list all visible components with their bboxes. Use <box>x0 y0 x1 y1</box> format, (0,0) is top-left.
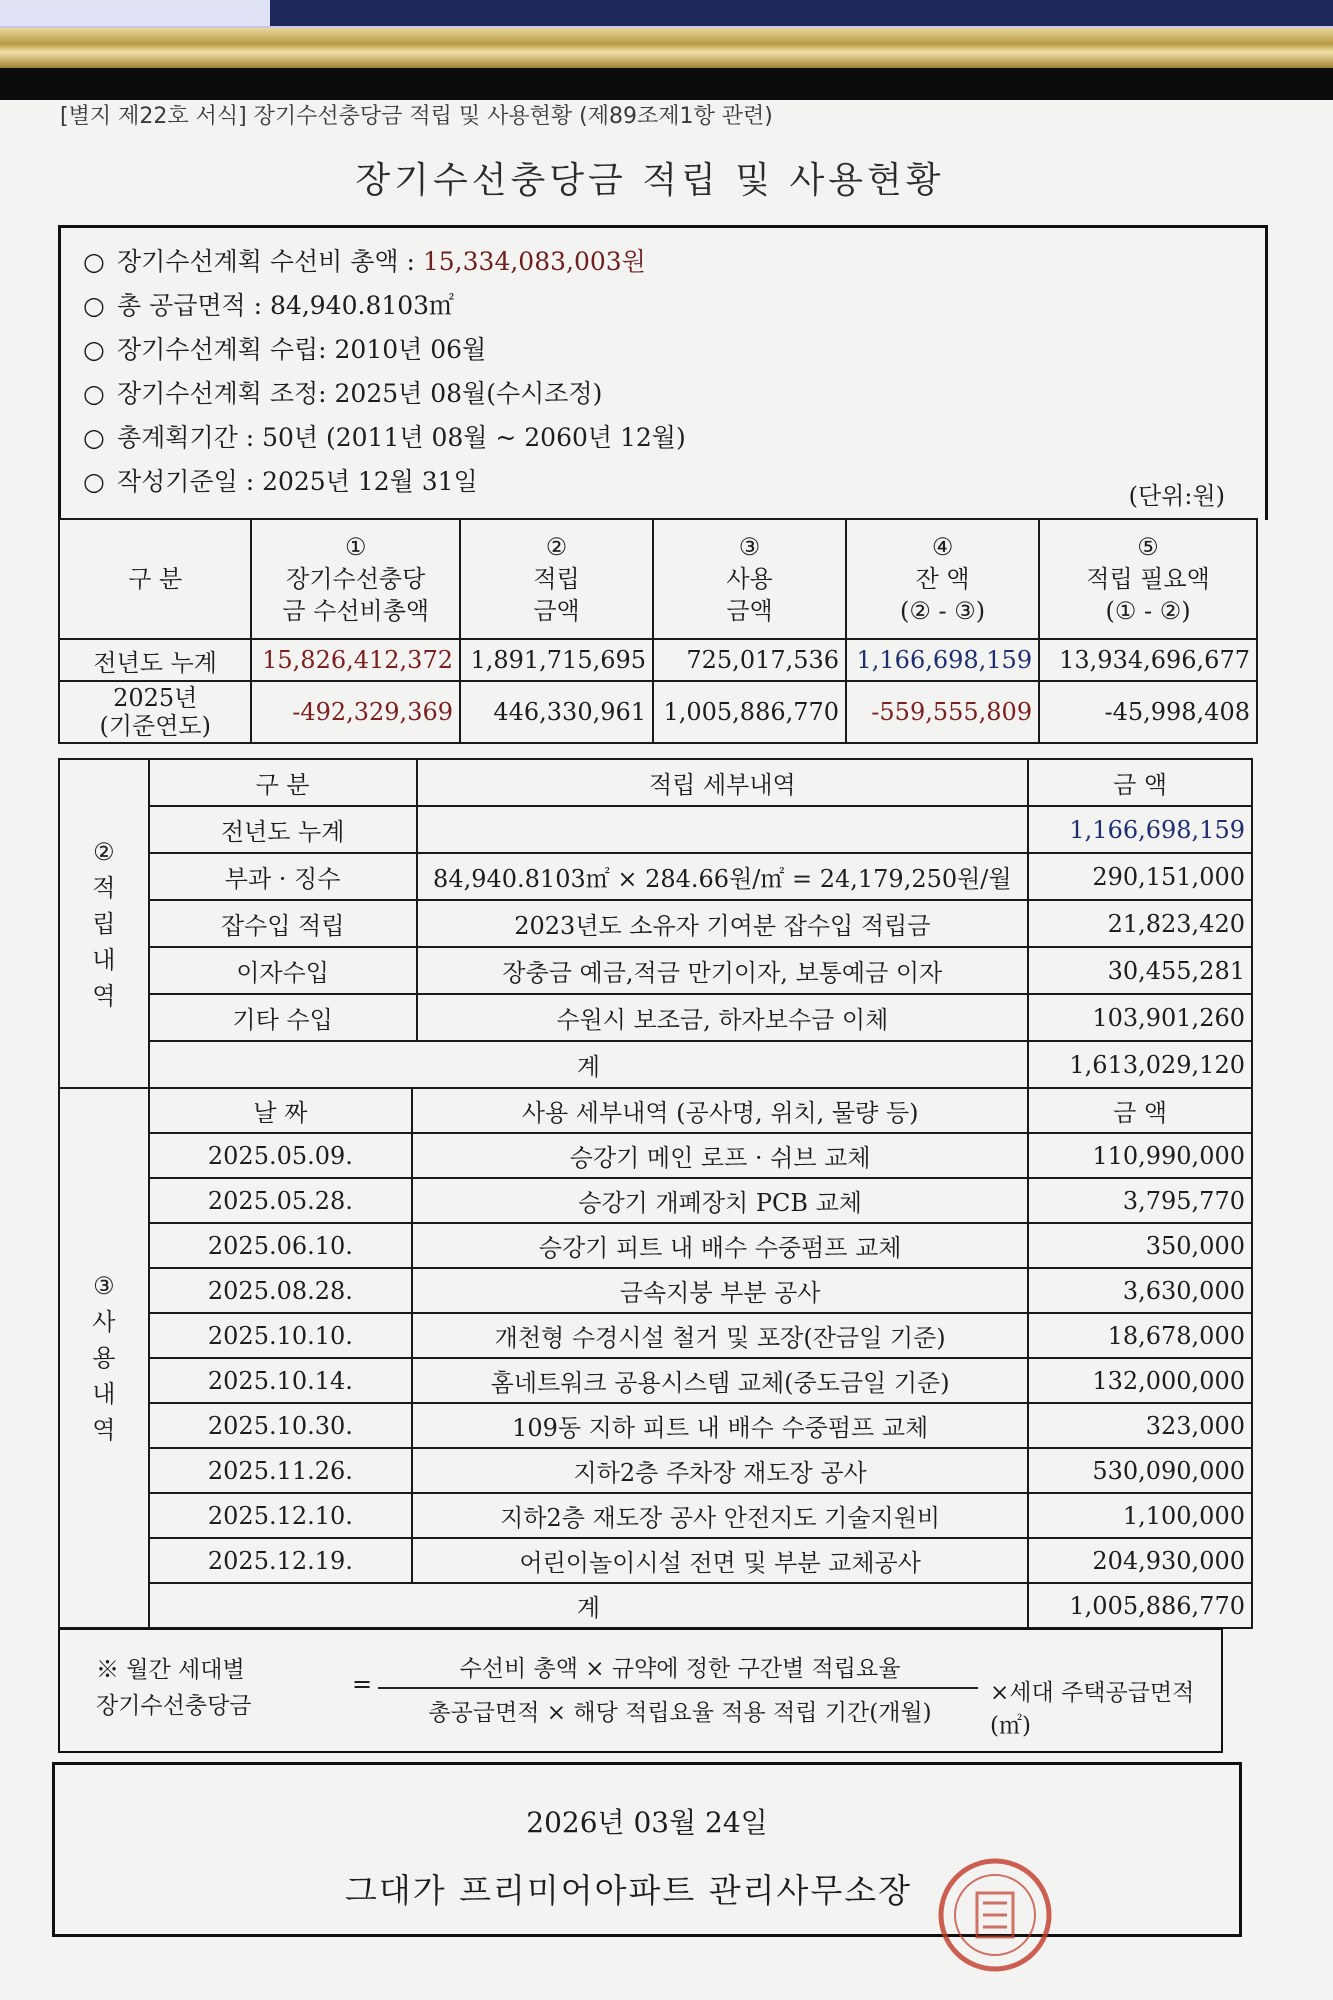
document-title: 장기수선충당금 적립 및 사용현황 <box>355 160 945 201</box>
formula-multiplier: ×세대 주택공급면적(㎡) <box>990 1680 1195 1739</box>
formula-denominator: 총공급면적 × 해당 적립요율 적용 적립 기간(개월) <box>428 1700 932 1726</box>
table-row: 2025.10.14. 홈네트워크 공용시스템 교체(중도금일 기준) 132,000,000 <box>59 1358 1252 1403</box>
signature-date: 2026년 03월 24일 <box>526 1806 768 1839</box>
summary-row-2025 <box>59 681 1257 743</box>
info-plan-period: ○ 총계획기간 : 50년 (2011년 08월 ~ 2060년 12월) <box>83 423 686 452</box>
usage-table <box>58 1087 1253 1629</box>
summary-cell: 725,017,536 <box>653 639 846 681</box>
signature-box <box>52 1762 1242 1937</box>
accumulation-total-label: 계 <box>149 1041 1028 1088</box>
summary-cell: 1,166,698,159 <box>846 639 1039 681</box>
usage-header-detail: 사용 세부내역 (공사명, 위치, 물량 등) <box>412 1088 1028 1133</box>
accumulation-table <box>58 758 1253 1089</box>
table-row: 2025.05.28. 승강기 개폐장치 PCB 교체 3,795,770 <box>59 1178 1252 1223</box>
summary-row-label: 2025년 (기준연도) <box>59 681 251 743</box>
table-row: 2025.12.19. 어린이놀이시설 전면 및 부분 교체공사 204,930,000 <box>59 1538 1252 1583</box>
summary-col-1: ① 장기수선충당 금 수선비총액 <box>251 519 460 639</box>
usage-header-row <box>59 1088 1252 1133</box>
background-top-strip <box>0 0 1333 28</box>
summary-cell: -492,329,369 <box>251 681 460 743</box>
formula-equals: = <box>352 1670 373 1698</box>
table-row: 기타 수입 수원시 보조금, 하자보수금 이체 103,901,260 <box>59 994 1252 1041</box>
summary-cell: 1,891,715,695 <box>460 639 653 681</box>
accumulation-header-type: 구 분 <box>149 759 417 806</box>
summary-header-row <box>59 519 1257 639</box>
table-row: 2025.10.30. 109동 지하 피트 내 배수 수중펌프 교체 323,000 <box>59 1403 1252 1448</box>
usage-total-row <box>59 1583 1252 1628</box>
table-row: 전년도 누계 1,166,698,159 <box>59 806 1252 853</box>
table-row: 잡수입 적립 2023년도 소유자 기여분 잡수입 적립금 21,823,420 <box>59 900 1252 947</box>
accumulation-header-amount: 금 액 <box>1028 759 1252 806</box>
summary-cell: 1,005,886,770 <box>653 681 846 743</box>
summary-cell: -559,555,809 <box>846 681 1039 743</box>
summary-cell: 15,826,412,372 <box>251 639 460 681</box>
usage-total: 1,005,886,770 <box>1028 1583 1252 1628</box>
form-reference-line: [별지 제22호 서식] 장기수선충당금 적립 및 사용현황 (제89조제1항 관련) <box>60 104 773 129</box>
accumulation-side-label: ② 적 립 내 역 <box>59 759 149 1088</box>
table-row: 2025.12.10. 지하2층 재도장 공사 안전지도 기술지원비 1,100,000 <box>59 1493 1252 1538</box>
formula-numerator: 수선비 총액 × 규약에 정한 구간별 적립요율 <box>459 1656 901 1682</box>
accumulation-total: 1,613,029,120 <box>1028 1041 1252 1088</box>
accumulation-total-row <box>59 1041 1252 1088</box>
table-row: 2025.06.10. 승강기 피트 내 배수 수중펌프 교체 350,000 <box>59 1223 1252 1268</box>
table-row: 2025.05.09. 승강기 메인 로프 · 쉬브 교체 110,990,000 <box>59 1133 1252 1178</box>
info-supply-area: ○ 총 공급면적 : 84,940.8103㎡ <box>83 291 455 320</box>
summary-cell: -45,998,408 <box>1039 681 1257 743</box>
table-row: 2025.10.10. 개천형 수경시설 철거 및 포장(잔금일 기준) 18,678,000 <box>59 1313 1252 1358</box>
summary-table <box>58 518 1258 744</box>
usage-side-label: ③ 사 용 내 역 <box>59 1088 149 1628</box>
table-row: 이자수입 장충금 예금,적금 만기이자, 보통예금 이자 30,455,281 <box>59 947 1252 994</box>
accumulation-header-row <box>59 759 1252 806</box>
info-plan-established: ○ 장기수선계획 수립: 2010년 06월 <box>83 335 487 364</box>
unit-label: (단위:원) <box>1128 482 1225 510</box>
info-reference-date: ○ 작성기준일 : 2025년 12월 31일 <box>83 467 478 496</box>
usage-header-amount: 금 액 <box>1028 1088 1252 1133</box>
summary-cell: 446,330,961 <box>460 681 653 743</box>
summary-corner: 구 분 <box>59 519 251 639</box>
info-plan-adjusted: ○ 장기수선계획 조정: 2025년 08월(수시조정) <box>83 379 603 408</box>
summary-col-4: ④ 잔 액 (② - ③) <box>846 519 1039 639</box>
summary-col-5: ⑤ 적립 필요액 (① - ②) <box>1039 519 1257 639</box>
formula-box <box>58 1628 1223 1753</box>
background-light-patch <box>0 0 270 26</box>
summary-col-2: ② 적립 금액 <box>460 519 653 639</box>
usage-header-date: 날 짜 <box>149 1088 412 1133</box>
table-row: 부과 · 징수 84,940.8103㎡ × 284.66원/㎡ = 24,179,250원/월 290,151,000 <box>59 853 1252 900</box>
info-repair-total: ○ 장기수선계획 수선비 총액 : 15,334,083,003원 <box>83 247 646 276</box>
summary-row-prev-year <box>59 639 1257 681</box>
accumulation-header-detail: 적립 세부내역 <box>417 759 1029 806</box>
table-row: 2025.11.26. 지하2층 주차장 재도장 공사 530,090,000 <box>59 1448 1252 1493</box>
official-seal-icon <box>935 1855 1055 1975</box>
background-dark-patch <box>270 0 1333 26</box>
picture-frame-edge <box>0 28 1333 68</box>
table-row: 2025.08.28. 금속지붕 부분 공사 3,630,000 <box>59 1268 1252 1313</box>
summary-cell: 13,934,696,677 <box>1039 639 1257 681</box>
formula-label: ※ 월간 세대별 장기수선충당금 <box>96 1657 252 1719</box>
info-box <box>58 225 1268 520</box>
signature-name: 그대가 프리미어아파트 관리사무소장 <box>345 1871 913 1910</box>
usage-total-label: 계 <box>149 1583 1028 1628</box>
formula-fraction-line <box>378 1687 978 1689</box>
summary-row-label: 전년도 누계 <box>59 639 251 681</box>
summary-col-3: ③ 사용 금액 <box>653 519 846 639</box>
